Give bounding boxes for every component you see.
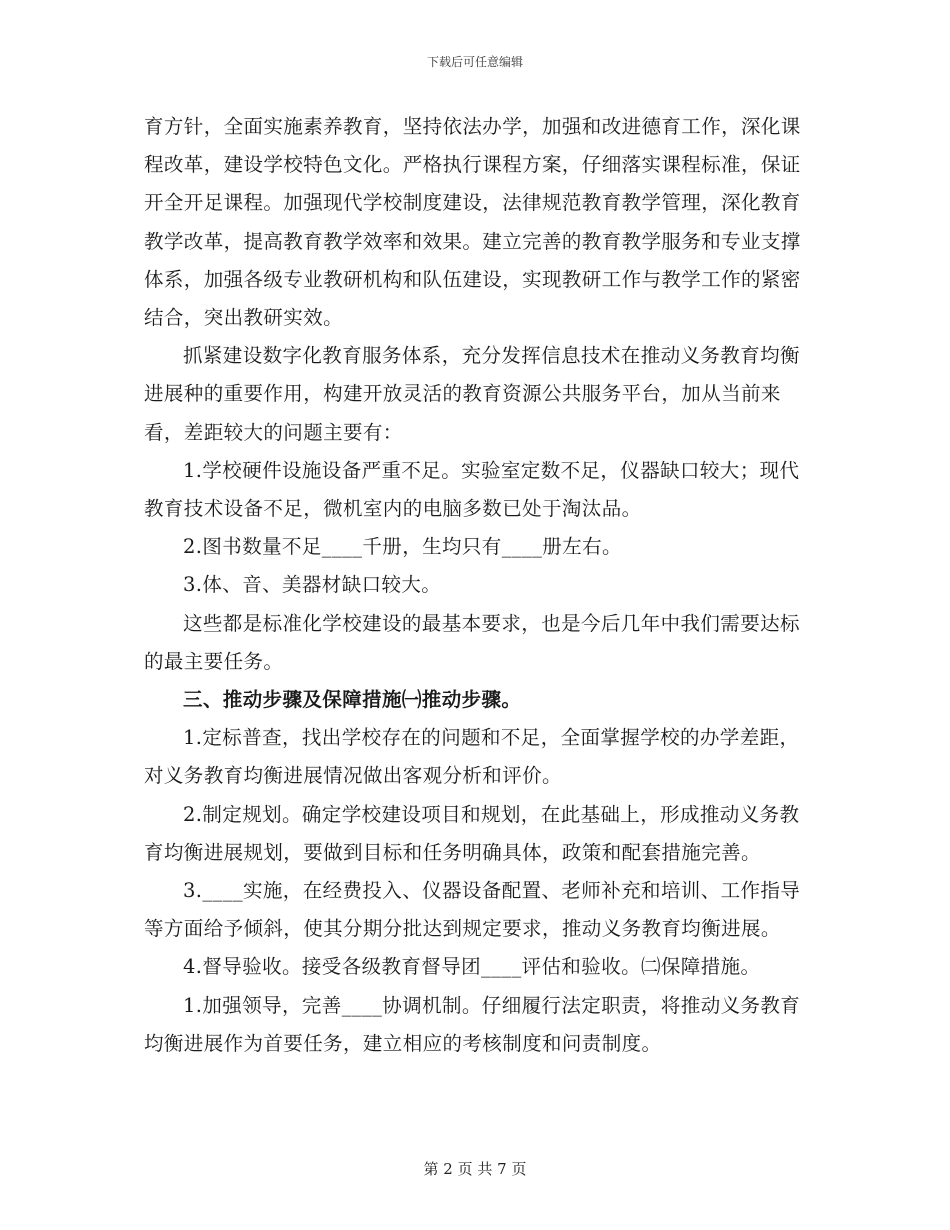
section-heading: 三、推动步骤及保障措施㈠推动步骤。 [183,688,522,712]
page-footer: 第 2 页 共 7 页 [423,1160,527,1178]
list-item-2: 2.图书数量不足____千册，生均只有____册左右。 [183,535,622,559]
page-header: 下载后可任意编辑 [426,55,523,69]
step-4: 4.督导验收。接受各级教育督导团____评估和验收。㈡保障措施。 [183,955,761,979]
paragraph-3: 这些都是标准化学校建设的最基本要求，也是今后几年中我们需要达标的最主要任务。 [144,611,800,673]
paragraph-2: 抓紧建设数字化教育服务体系，充分发挥信息技术在推动义务教育均衡进展种的重要作用，构建开放灵活的教育资源公共服务平台，加从当前来看，差距较大的问题主要有： [144,344,800,444]
step-1: 1.定标普查，找出学校存在的问题和不足，全面掌握学校的办学差距，对义务教育均衡进展情况做出客观分析和评价。 [144,726,800,788]
document-body [144,108,814,1063]
step-3: 3.____实施，在经费投入、仪器设备配置、老师补充和培训、工作指导等方面给予倾斜，使其分期分批达到规定要求，推动义务教育均衡进展。 [144,879,801,941]
measure-1: 1.加强领导，完善____协调机制。仔细履行法定职责，将推动义务教育均衡进展作为首要任务，建立相应的考核制度和问责制度。 [144,993,801,1055]
list-item-1: 1.学校硬件设施设备严重不足。实验室定数不足，仪器缺口较大；现代教育技术设备不足，微机室内的电脑多数已处于淘汰品。 [144,458,800,521]
step-2: 2.制定规划。确定学校建设项目和规划，在此基础上，形成推动义务教育均衡进展规划，要做到目标和任务明确具体，政策和配套措施完善。 [144,802,800,864]
list-item-3: 3.体、音、美器材缺口较大。 [183,573,442,597]
paragraph-1: 育方针，全面实施素养教育，坚持依法办学，加强和改进德育工作，深化课程改革，建设学校特色文化。严格执行课程方案，仔细落实课程标准，保证开全开足课程。加强现代学校制度建设，法律规范教育教学管理，深化教育教学改革，提高教育教学效率和效果。建立完善的教育教学服务和专业支撑体系，加强各级专业教研机构和队伍建设，实现教研工作与教学工作的紧密结合，突出教研实效。 [144,115,801,330]
